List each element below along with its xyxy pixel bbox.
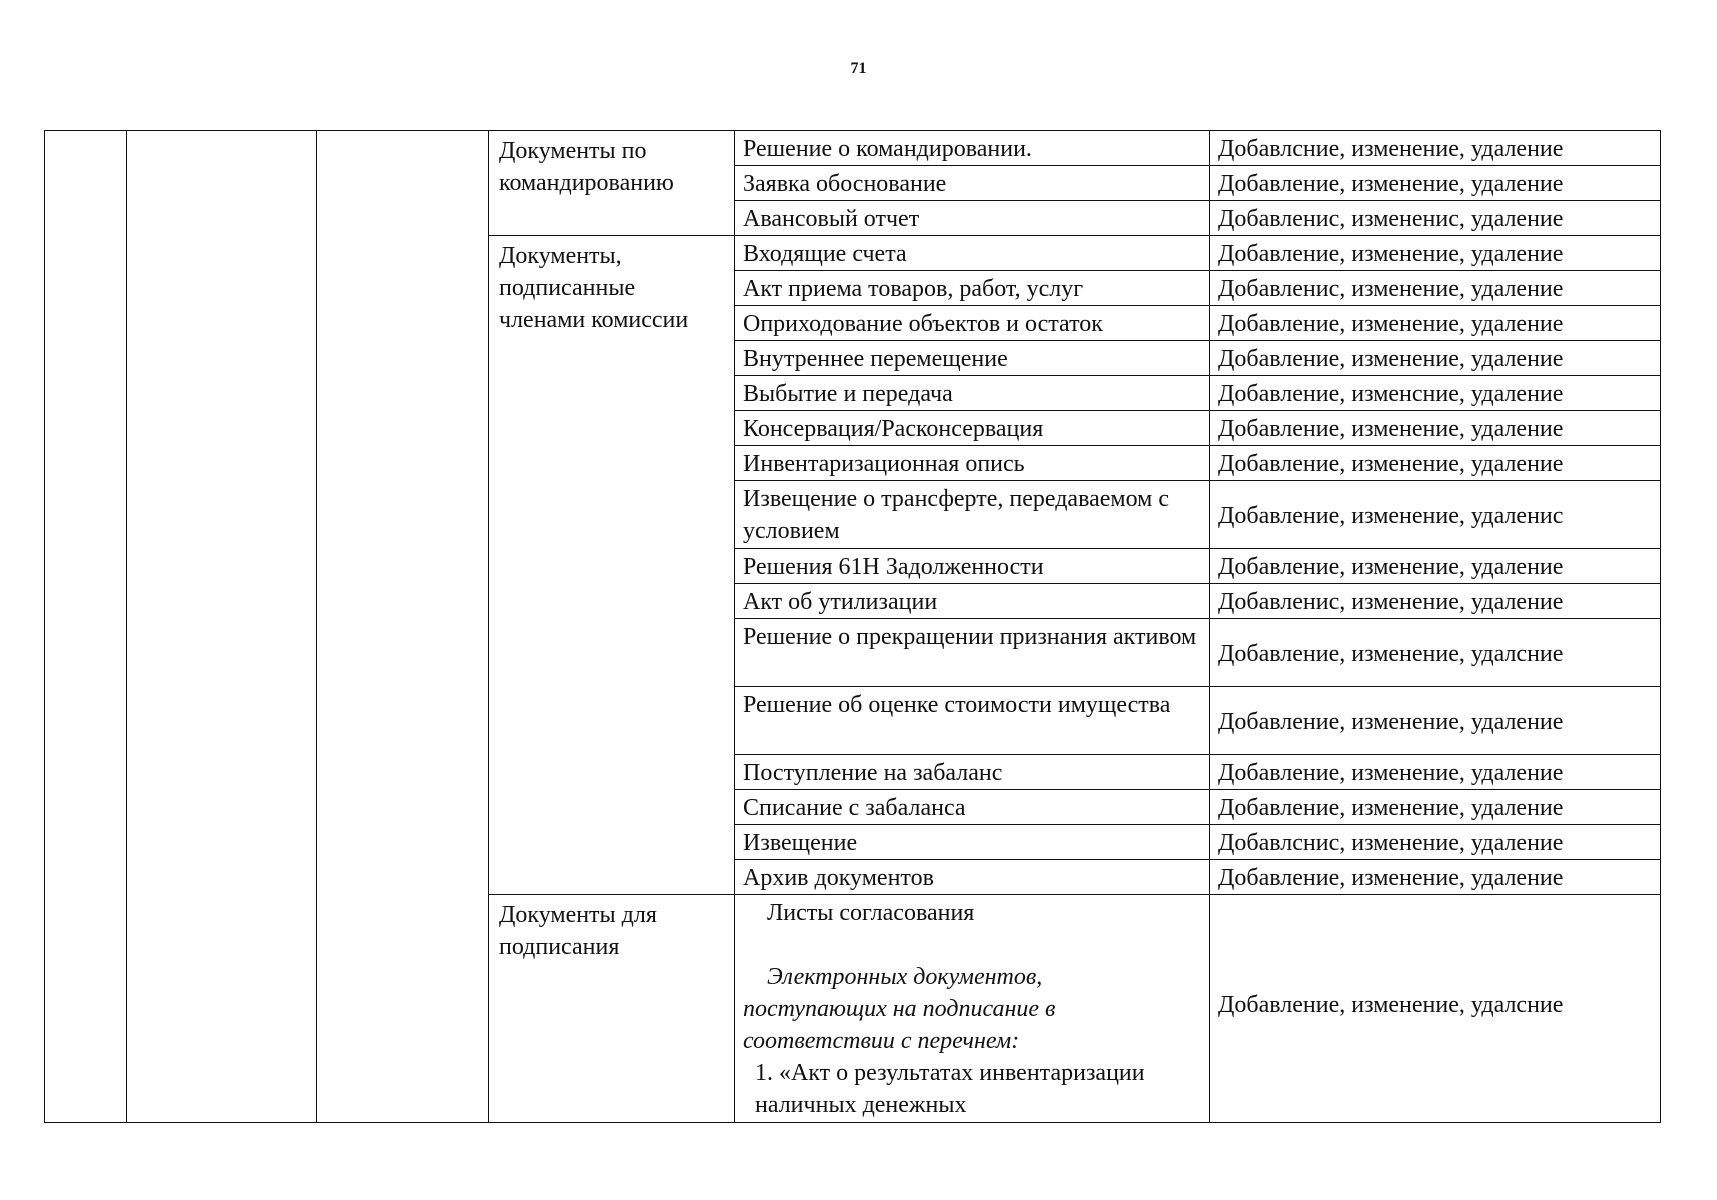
empty-column-1 [45, 131, 127, 1123]
document-actions: Добавление, изменение, удаление [1210, 860, 1661, 895]
document-name: Акт приема товаров, работ, услуг [735, 271, 1210, 306]
document-actions: Добавление, изменение, удалениc [1210, 481, 1661, 549]
document-actions: Добавлениc, изменениc, удаление [1210, 201, 1661, 236]
document-actions: Добавление, изменение, удаление [1210, 166, 1661, 201]
document-name: Архив документов [735, 860, 1210, 895]
document-name: Списание с забаланса [735, 790, 1210, 825]
document-actions: Добавление, изменение, удаление [1210, 790, 1661, 825]
document-actions: Добавление, изменение, удаление [1210, 306, 1661, 341]
group-name: Документы для подписания [489, 895, 735, 1123]
document-actions: Добавление, изменение, удаление [1210, 755, 1661, 790]
document-actions: Добавление, изменение, удаление [1210, 549, 1661, 584]
document-actions: Добавление, изменение, удаление [1210, 446, 1661, 481]
group-name: Документы, подписанные членами комиссии [489, 236, 735, 895]
empty-column-3 [317, 131, 489, 1123]
document-name: Решения 61Н Задолженности [735, 549, 1210, 584]
document-name: Консервация/Расконсервация [735, 411, 1210, 446]
document-name: Акт об утилизации [735, 584, 1210, 619]
document-name: Решение о командировании. [735, 131, 1210, 166]
document-actions [1210, 895, 1661, 1123]
signing-note: Электронных документов, [767, 964, 1043, 990]
table-row [45, 131, 1661, 166]
document-name: Инвентаризационная опись [735, 446, 1210, 481]
document-actions: Добавление, изменение, удаление [1210, 341, 1661, 376]
document-actions: Добавлениc, изменение, удаление [1210, 271, 1661, 306]
document-name: Выбытие и передача [735, 376, 1210, 411]
permissions-table [44, 130, 1661, 1123]
empty-column-2 [127, 131, 317, 1123]
document-actions: Добавлсние, изменение, удаление [1210, 131, 1661, 166]
group-name: Документы по командированию [489, 131, 735, 236]
document-name: Заявка обоснование [735, 166, 1210, 201]
signing-note-cont: поступающих на подписание в соответствии с перечнем: [743, 996, 1056, 1054]
document-name: Входящие счета [735, 236, 1210, 271]
signing-actions: Добавление, изменение, удалсние [1218, 992, 1564, 1018]
document-actions: Добавление, изменение, удаление [1210, 236, 1661, 271]
signing-title: Листы согласования [767, 900, 975, 926]
document-name: Решение об оценке стоимости имущества [735, 687, 1210, 755]
signing-list-item: 1. «Акт о результатах инвентаризации наличных денежных [755, 1060, 1145, 1118]
signing-cell [735, 895, 1210, 1123]
document-actions: Добавление, изменсние, удаление [1210, 376, 1661, 411]
document-name: Оприходование объектов и остаток [735, 306, 1210, 341]
page-number: 71 [850, 60, 867, 77]
document-name: Извещение о трансферте, передаваемом с условием [735, 481, 1210, 549]
document-name: Решение о прекращении признания активом [735, 619, 1210, 687]
document-actions: Добавление, изменение, удалсние [1210, 619, 1661, 687]
document-name: Авансовый отчет [735, 201, 1210, 236]
document-name: Поступление на забаланс [735, 755, 1210, 790]
document-actions: Добавлениc, изменение, удаление [1210, 584, 1661, 619]
document-actions: Добавление, изменение, удаление [1210, 687, 1661, 755]
document-name: Извещение [735, 825, 1210, 860]
document-actions: Добавление, изменение, удаление [1210, 411, 1661, 446]
document-name: Внутреннее перемещение [735, 341, 1210, 376]
document-actions: Добавлснис, изменение, удаление [1210, 825, 1661, 860]
